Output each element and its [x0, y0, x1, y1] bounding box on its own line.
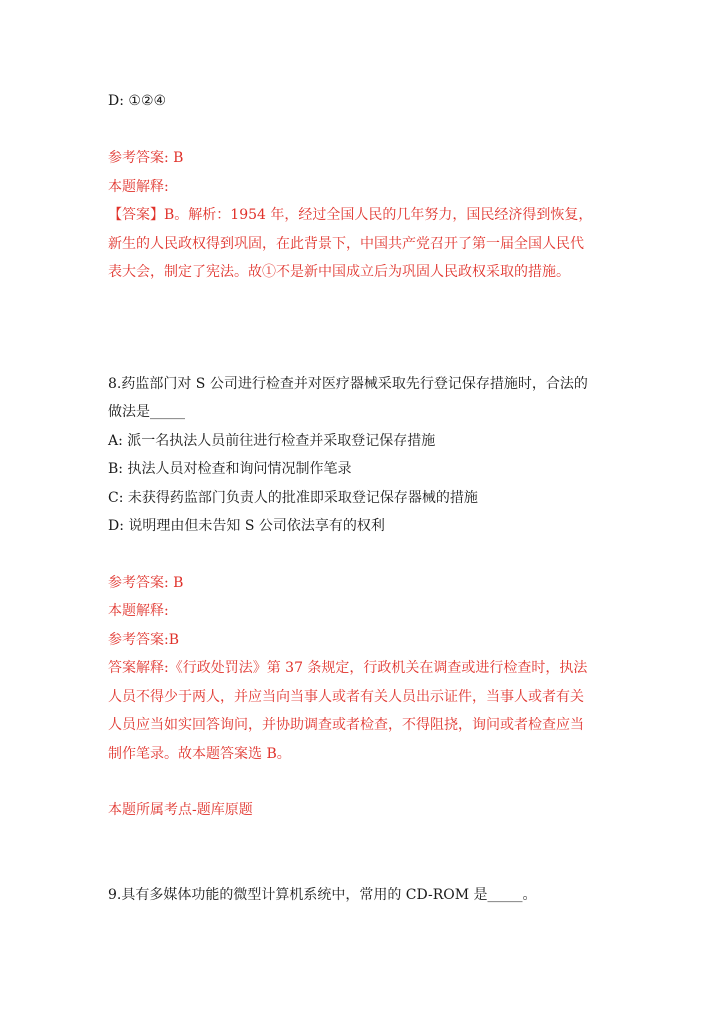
q8-answer-label: 参考答案: B: [108, 575, 184, 591]
q8-option-c: C: 未获得药监部门负责人的批准即采取登记保存器械的措施: [108, 490, 478, 506]
q8-explanation-line: 制作笔录。故本题答案选 B。: [108, 746, 291, 762]
q8-answer-label-2: 参考答案:B: [108, 632, 180, 648]
q8-explanation-line: 人员应当如实回答询问，并协助调查或者检查，不得阻挠，询问或者检查应当: [108, 717, 584, 733]
q8-explanation-line: 人员不得少于两人，并应当向当事人或者有关人员出示证件，当事人或者有关: [108, 689, 584, 705]
q8-question-line: 8.药监部门对 S 公司进行检查并对医疗器械采取先行登记保存措施时，合法的: [108, 376, 588, 392]
q7-explanation-line: 新生的人民政权得到巩固，在此背景下，中国共产党召开了第一届全国人民代: [108, 236, 584, 252]
q9-question: 9.具有多媒体功能的微型计算机系统中，常用的 CD-ROM 是_____。: [108, 887, 537, 903]
q8-explanation-label: 本题解释:: [108, 603, 169, 619]
q8-option-b: B: 执法人员对检查和询问情况制作笔录: [108, 461, 352, 477]
q7-option-d: D: ①②④: [108, 93, 167, 109]
q7-answer-label: 参考答案: B: [108, 150, 184, 166]
q8-option-d: D: 说明理由但未告知 S 公司依法享有的权利: [108, 518, 385, 534]
q8-explanation-line: 答案解释:《行政处罚法》第 37 条规定，行政机关在调查或进行检查时，执法: [108, 660, 588, 676]
q8-question-line: 做法是_____: [108, 404, 185, 420]
q7-explanation-line: 表大会，制定了宪法。故①不是新中国成立后为巩固人民政权采取的措施。: [108, 264, 570, 280]
q7-explanation-label: 本题解释:: [108, 179, 169, 195]
q8-source: 本题所属考点-题库原题: [108, 802, 253, 818]
q7-explanation-line: 【答案】B。解析：1954 年，经过全国人民的几年努力，国民经济得到恢复，: [108, 207, 593, 223]
q8-option-a: A: 派一名执法人员前往进行检查并采取登记保存措施: [108, 433, 436, 449]
